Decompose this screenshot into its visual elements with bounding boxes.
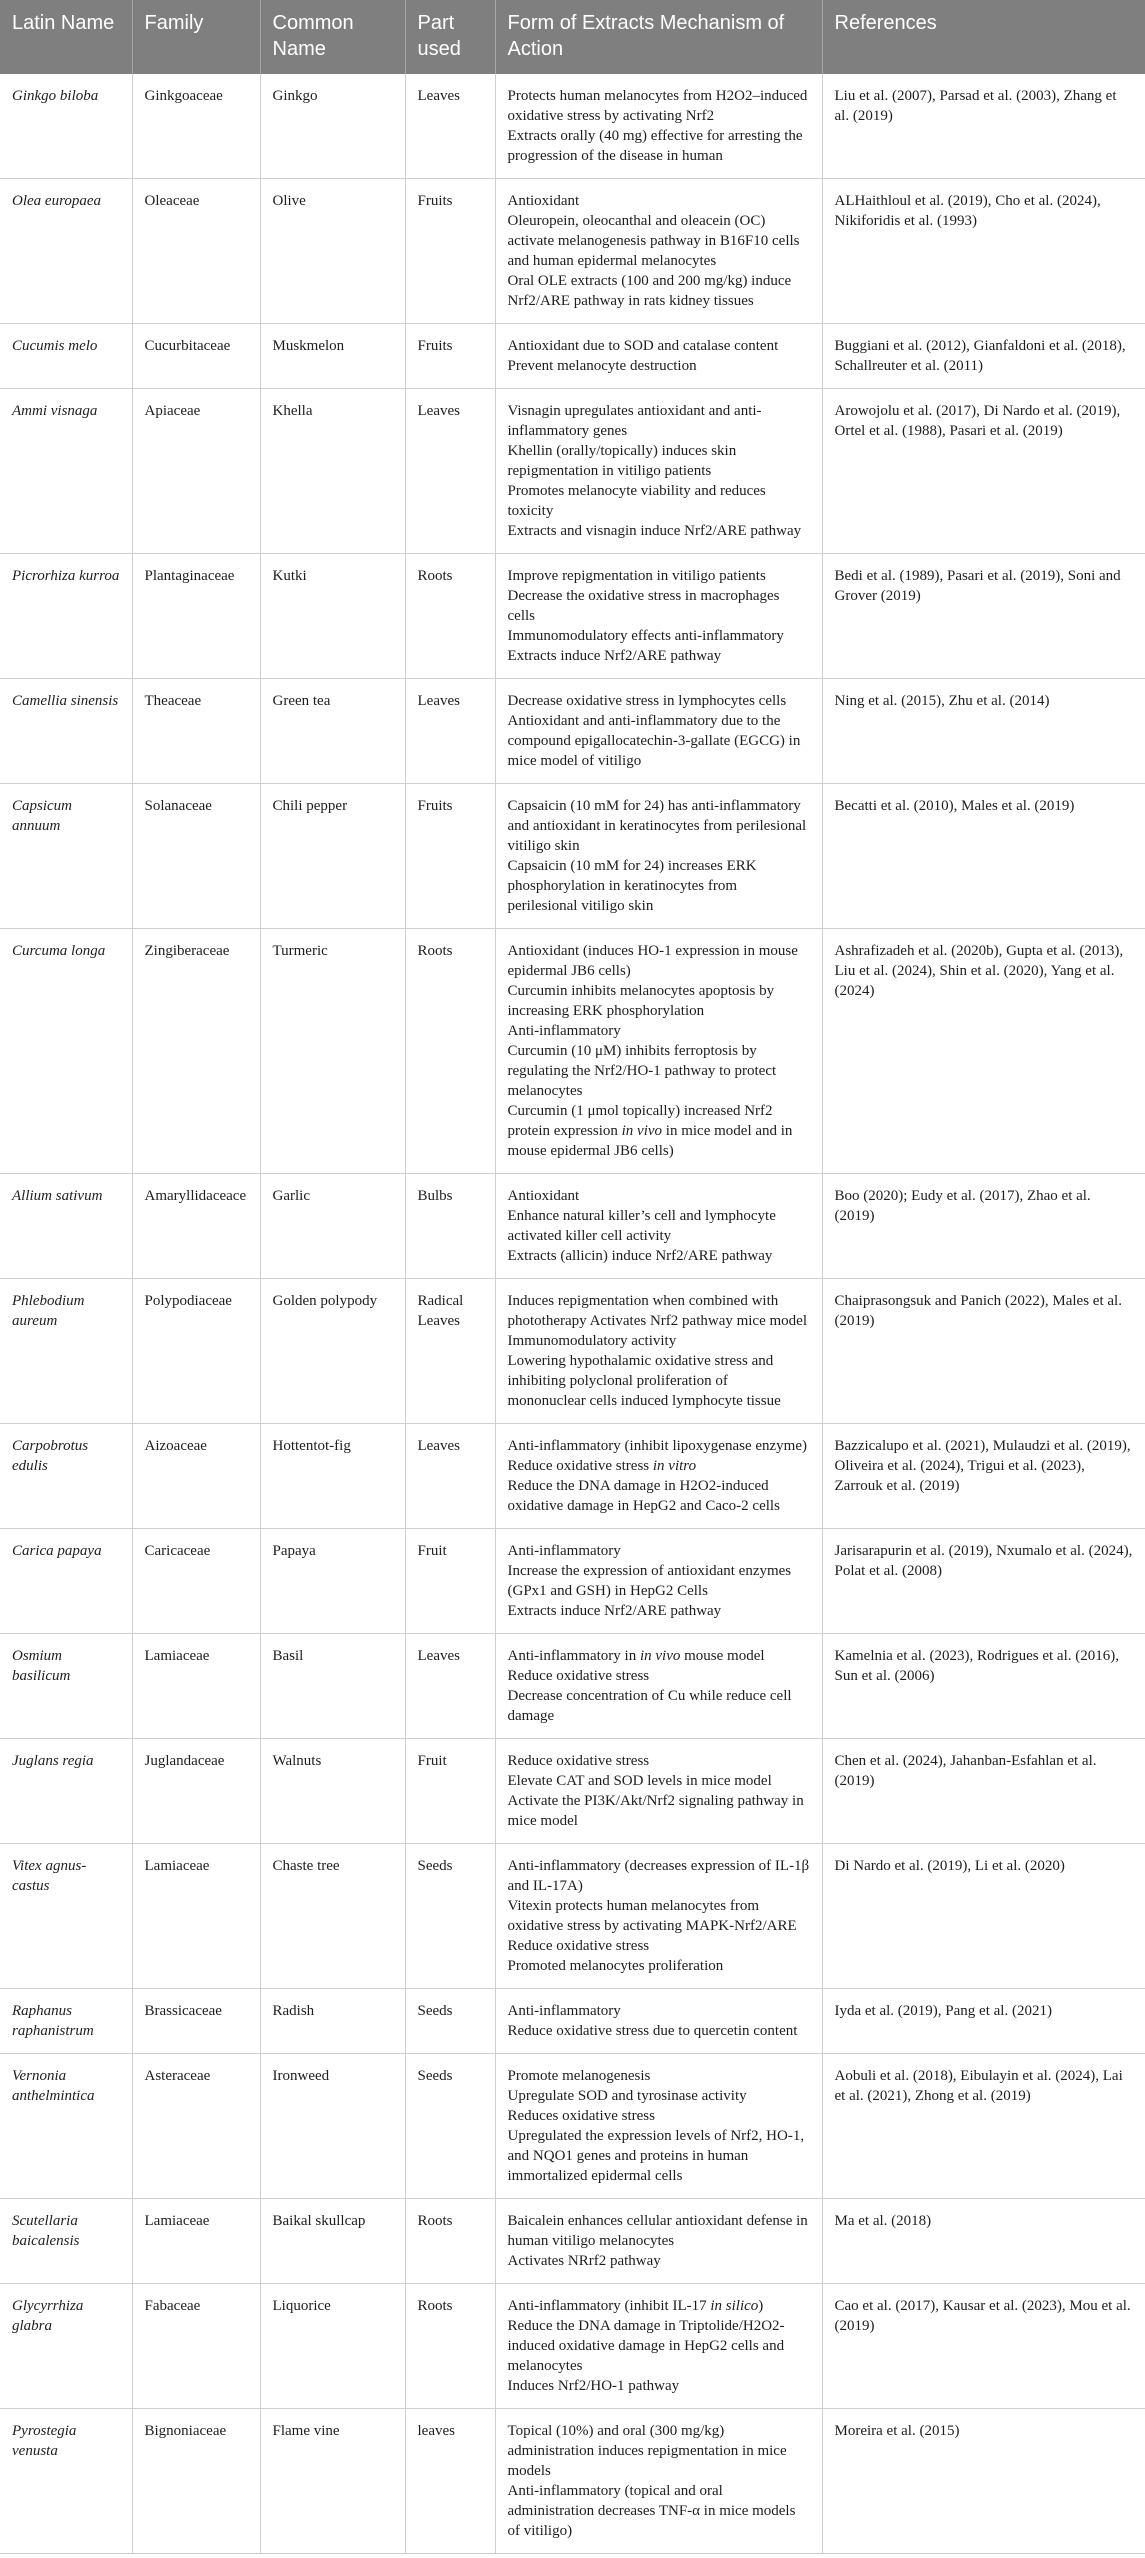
mechanism-line: Curcumin (10 μM) inhibits ferroptosis by regulating the Nrf2/HO-1 pathway to protect melanocytes — [507, 1043, 777, 1099]
common-name-cell: Flame vine — [260, 2409, 405, 2554]
mechanism-cell — [495, 2284, 822, 2409]
latin-name-cell: Vitex agnus-castus — [0, 1844, 132, 1989]
references-cell: Bazzicalupo et al. (2021), Mulaudzi et al. (2019), Oliveira et al. (2024), Trigui et al. (2023), Zarrouk et al. (2019) — [822, 1424, 1145, 1529]
family-cell: Amaryllidaceace — [132, 1174, 260, 1279]
mechanism-cell — [495, 2409, 822, 2554]
common-name-cell: Papaya — [260, 1529, 405, 1634]
family-cell: Polypodiaceae — [132, 1279, 260, 1424]
references-cell: Kamelnia et al. (2023), Rodrigues et al. (2016), Sun et al. (2006) — [822, 1634, 1145, 1739]
references-cell: Iyda et al. (2019), Pang et al. (2021) — [822, 1989, 1145, 2054]
references-cell: Boo (2020); Eudy et al. (2017), Zhao et al. (2019) — [822, 1174, 1145, 1279]
mechanism-line: Promotes melanocyte viability and reduces toxicity — [507, 483, 766, 519]
mechanism-line: Extracts induce Nrf2/ARE pathway — [507, 648, 722, 664]
mechanism-line: Capsaicin (10 mM for 24) increases ERK phosphorylation in keratinocytes from perilesional vitiligo skin — [507, 858, 757, 914]
mechanism-cell — [495, 929, 822, 1174]
mechanism-line: Khellin (orally/topically) induces skin repigmentation in vitiligo patients — [507, 443, 737, 479]
common-name-cell: Radish — [260, 1989, 405, 2054]
family-cell: Lamiaceae — [132, 1634, 260, 1739]
mechanism-line: Antioxidant (induces HO-1 expression in mouse epidermal JB6 cells) — [507, 943, 798, 979]
mechanism-cell — [495, 389, 822, 554]
common-name-cell: Golden polypody — [260, 1279, 405, 1424]
common-name-cell: Turmeric — [260, 929, 405, 1174]
common-name-cell: Walnuts — [260, 1739, 405, 1844]
family-cell: Theaceae — [132, 679, 260, 784]
common-name-cell: Kutki — [260, 554, 405, 679]
references-cell: Moreira et al. (2015) — [822, 2409, 1145, 2554]
references-cell: Ning et al. (2015), Zhu et al. (2014) — [822, 679, 1145, 784]
mechanism-line: Decrease the oxidative stress in macrophages cells — [507, 588, 780, 624]
references-cell: Aobuli et al. (2018), Eibulayin et al. (2024), Lai et al. (2021), Zhong et al. (2019) — [822, 2054, 1145, 2199]
common-name-cell: Ironweed — [260, 2054, 405, 2199]
table-row — [0, 2284, 1145, 2409]
mechanism-cell — [495, 1279, 822, 1424]
mechanism-line: Activate the PI3K/Akt/Nrf2 signaling pathway in mice model — [507, 1793, 804, 1829]
latin-name-cell: Juglans regia — [0, 1739, 132, 1844]
common-name-cell: Khella — [260, 389, 405, 554]
family-cell: Plantaginaceae — [132, 554, 260, 679]
family-cell: Ginkgoaceae — [132, 74, 260, 179]
latin-name-cell: Allium sativum — [0, 1174, 132, 1279]
latin-name-cell: Curcuma longa — [0, 929, 132, 1174]
mechanism-line: Enhance natural killer’s cell and lymphocyte activated killer cell activity — [507, 1208, 776, 1244]
mechanism-cell — [495, 2199, 822, 2284]
table-row — [0, 2409, 1145, 2554]
mechanism-line: Improve repigmentation in vitiligo patients — [507, 568, 766, 584]
latin-name-cell: Carica papaya — [0, 1529, 132, 1634]
table-row — [0, 679, 1145, 784]
part-used-cell: Seeds — [405, 1844, 495, 1989]
references-cell: Chaiprasongsuk and Panich (2022), Males et al. (2019) — [822, 1279, 1145, 1424]
mechanism-line: Anti-inflammatory (decreases expression of IL-1β and IL-17A) — [507, 1858, 810, 1894]
mechanism-line: Induces Nrf2/HO-1 pathway — [507, 2378, 680, 2394]
common-name-cell: Chaste tree — [260, 1844, 405, 1989]
part-used-cell: Fruit — [405, 1739, 495, 1844]
latin-name-cell: Osmium basilicum — [0, 1634, 132, 1739]
mechanism-line: Reduce oxidative stress due to quercetin content — [507, 2023, 798, 2039]
mechanism-line: Anti-inflammatory (inhibit IL-17 in silico) — [507, 2298, 764, 2314]
mechanism-line: Reduce oxidative stress — [507, 1668, 650, 1684]
table-header — [0, 0, 1145, 74]
mechanism-line: Reduce the DNA damage in Triptolide/H2O2-induced oxidative damage in HepG2 cells and melanocytes — [507, 2318, 785, 2374]
header-mechanism: Form of Extracts Mechanism of Action — [495, 0, 822, 74]
latin-name-cell: Scutellaria baicalensis — [0, 2199, 132, 2284]
part-used-cell: Roots — [405, 929, 495, 1174]
mechanism-cell — [495, 179, 822, 324]
mechanism-line: Anti-inflammatory — [507, 2003, 621, 2019]
part-used-cell: Bulbs — [405, 1174, 495, 1279]
part-used-cell: Roots — [405, 2199, 495, 2284]
mechanism-line: Capsaicin (10 mM for 24) has anti-inflammatory and antioxidant in keratinocytes from perilesional vitiligo skin — [507, 798, 807, 854]
mechanism-line: Baicalein enhances cellular antioxidant defense in human vitiligo melanocytes — [507, 2213, 808, 2249]
family-cell: Apiaceae — [132, 389, 260, 554]
mechanism-line: Decrease oxidative stress in lymphocytes cells — [507, 693, 787, 709]
common-name-cell: Chili pepper — [260, 784, 405, 929]
latin-name-cell: Pyrostegia venusta — [0, 2409, 132, 2554]
mechanism-line: Curcumin (1 μmol topically) increased Nrf2 protein expression in vivo in mice model and in mouse epidermal JB6 cells) — [507, 1103, 793, 1159]
table-row — [0, 554, 1145, 679]
table-row — [0, 1634, 1145, 1739]
mechanism-line: Reduce oxidative stress — [507, 1938, 650, 1954]
mechanism-line: Oleuropein, oleocanthal and oleacein (OC) activate melanogenesis pathway in B16F10 cells and human epidermal melanocytes — [507, 213, 800, 269]
table-row — [0, 1279, 1145, 1424]
table-row — [0, 179, 1145, 324]
family-cell: Fabaceae — [132, 2284, 260, 2409]
family-cell: Bignoniaceae — [132, 2409, 260, 2554]
header-part-used: Part used — [405, 0, 495, 74]
mechanism-line: Extracts (allicin) induce Nrf2/ARE pathway — [507, 1248, 773, 1264]
mechanism-line: Curcumin inhibits melanocytes apoptosis by increasing ERK phosphorylation — [507, 983, 775, 1019]
references-cell: ALHaithloul et al. (2019), Cho et al. (2024), Nikiforidis et al. (1993) — [822, 179, 1145, 324]
latin-name-cell: Ginkgo biloba — [0, 74, 132, 179]
references-cell: Buggiani et al. (2012), Gianfaldoni et al. (2018), Schallreuter et al. (2011) — [822, 324, 1145, 389]
latin-name-cell: Camellia sinensis — [0, 679, 132, 784]
table-row — [0, 1739, 1145, 1844]
mechanism-line: Upregulate SOD and tyrosinase activity — [507, 2088, 747, 2104]
references-cell: Arowojolu et al. (2017), Di Nardo et al. (2019), Ortel et al. (1988), Pasari et al. (2019) — [822, 389, 1145, 554]
header-references: References — [822, 0, 1145, 74]
mechanism-line: Immunomodulatory effects anti-inflammatory — [507, 628, 784, 644]
header-family: Family — [132, 0, 260, 74]
latin-name-cell: Olea europaea — [0, 179, 132, 324]
mechanism-cell — [495, 679, 822, 784]
mechanism-line: Reduce oxidative stress — [507, 1753, 650, 1769]
table-row — [0, 2054, 1145, 2199]
part-used-cell: leaves — [405, 2409, 495, 2554]
family-cell: Solanaceae — [132, 784, 260, 929]
family-cell: Juglandaceae — [132, 1739, 260, 1844]
part-used-cell: Leaves — [405, 1634, 495, 1739]
references-cell: Ma et al. (2018) — [822, 2199, 1145, 2284]
mechanism-line: Elevate CAT and SOD levels in mice model — [507, 1773, 772, 1789]
mechanism-line: Anti-inflammatory — [507, 1023, 621, 1039]
part-used-cell: Seeds — [405, 1989, 495, 2054]
mechanism-line: Antioxidant and anti-inflammatory due to the compound epigallocatechin-3-gallate (EGCG) in mice model of vitiligo — [507, 713, 801, 769]
table-row — [0, 74, 1145, 179]
mechanism-cell — [495, 1989, 822, 2054]
mechanism-line: Extracts induce Nrf2/ARE pathway — [507, 1603, 722, 1619]
mechanism-line: Prevent melanocyte destruction — [507, 358, 697, 374]
references-cell: Bedi et al. (1989), Pasari et al. (2019), Soni and Grover (2019) — [822, 554, 1145, 679]
family-cell: Cucurbitaceae — [132, 324, 260, 389]
latin-name-cell: Ammi visnaga — [0, 389, 132, 554]
mechanism-line: Visnagin upregulates antioxidant and anti-inflammatory genes — [507, 403, 762, 439]
family-cell: Lamiaceae — [132, 1844, 260, 1989]
latin-name-cell: Phlebodium aureum — [0, 1279, 132, 1424]
mechanism-line: Reduces oxidative stress — [507, 2108, 655, 2124]
mechanism-line: Activates NRrf2 pathway — [507, 2253, 661, 2269]
part-used-cell: Radical Leaves — [405, 1279, 495, 1424]
common-name-cell: Green tea — [260, 679, 405, 784]
part-used-cell: Leaves — [405, 389, 495, 554]
references-cell: Chen et al. (2024), Jahanban-Esfahlan et al. (2019) — [822, 1739, 1145, 1844]
header-common-name: Common Name — [260, 0, 405, 74]
references-cell: Ashrafizadeh et al. (2020b), Gupta et al. (2013), Liu et al. (2024), Shin et al. (2020), Yang et al. (2024) — [822, 929, 1145, 1174]
mechanism-line: Antioxidant — [507, 1188, 580, 1204]
mechanism-cell — [495, 1529, 822, 1634]
table-body — [0, 74, 1145, 2554]
latin-name-cell: Carpobrotus edulis — [0, 1424, 132, 1529]
mechanism-line: Antioxidant due to SOD and catalase content — [507, 338, 779, 354]
part-used-cell: Fruits — [405, 324, 495, 389]
common-name-cell: Ginkgo — [260, 74, 405, 179]
part-used-cell: Leaves — [405, 679, 495, 784]
table-row — [0, 2199, 1145, 2284]
family-cell: Lamiaceae — [132, 2199, 260, 2284]
latin-name-cell: Capsicum annuum — [0, 784, 132, 929]
part-used-cell: Fruits — [405, 179, 495, 324]
table-row — [0, 929, 1145, 1174]
mechanism-line: Topical (10%) and oral (300 mg/kg) administration induces repigmentation in mice models — [507, 2423, 787, 2479]
mechanism-line: Anti-inflammatory (inhibit lipoxygenase enzyme) — [507, 1438, 808, 1454]
mechanism-line: Induces repigmentation when combined with phototherapy Activates Nrf2 pathway mice model — [507, 1293, 807, 1329]
references-cell: Liu et al. (2007), Parsad et al. (2003), Zhang et al. (2019) — [822, 74, 1145, 179]
table-row — [0, 784, 1145, 929]
common-name-cell: Muskmelon — [260, 324, 405, 389]
family-cell: Caricaceae — [132, 1529, 260, 1634]
family-cell: Asteraceae — [132, 2054, 260, 2199]
latin-name-cell: Raphanus raphanistrum — [0, 1989, 132, 2054]
latin-name-cell: Vernonia anthelmintica — [0, 2054, 132, 2199]
header-row — [0, 0, 1145, 74]
common-name-cell: Olive — [260, 179, 405, 324]
mechanism-cell — [495, 2054, 822, 2199]
latin-name-cell: Glycyrrhiza glabra — [0, 2284, 132, 2409]
family-cell: Oleaceae — [132, 179, 260, 324]
header-latin-name: Latin Name — [0, 0, 132, 74]
mechanism-cell — [495, 1739, 822, 1844]
mechanism-line: Immunomodulatory activity — [507, 1333, 677, 1349]
references-cell: Cao et al. (2017), Kausar et al. (2023), Mou et al. (2019) — [822, 2284, 1145, 2409]
mechanism-cell — [495, 1634, 822, 1739]
mechanism-line: Reduce the DNA damage in H2O2-induced oxidative damage in HepG2 and Caco-2 cells — [507, 1478, 780, 1514]
mechanism-line: Upregulated the expression levels of Nrf2, HO-1, and NQO1 genes and proteins in human immortalized epidermal cells — [507, 2128, 805, 2184]
table-row — [0, 1424, 1145, 1529]
mechanism-cell — [495, 324, 822, 389]
mechanism-line: Vitexin protects human melanocytes from oxidative stress by activating MAPK-Nrf2/ARE — [507, 1898, 797, 1934]
mechanism-line: Anti-inflammatory — [507, 1543, 621, 1559]
common-name-cell: Garlic — [260, 1174, 405, 1279]
mechanism-cell — [495, 1174, 822, 1279]
part-used-cell: Roots — [405, 2284, 495, 2409]
latin-name-cell: Cucumis melo — [0, 324, 132, 389]
part-used-cell: Fruits — [405, 784, 495, 929]
table-row — [0, 324, 1145, 389]
table-row — [0, 1174, 1145, 1279]
part-used-cell: Leaves — [405, 74, 495, 179]
table-row — [0, 1844, 1145, 1989]
common-name-cell: Hottentot-fig — [260, 1424, 405, 1529]
table-row — [0, 1989, 1145, 2054]
mechanism-cell — [495, 74, 822, 179]
references-cell: Jarisarapurin et al. (2019), Nxumalo et al. (2024), Polat et al. (2008) — [822, 1529, 1145, 1634]
mechanism-line: Anti-inflammatory (topical and oral administration decreases TNF-α in mice models of vitiligo) — [507, 2483, 796, 2539]
common-name-cell: Baikal skullcap — [260, 2199, 405, 2284]
family-cell: Brassicaceae — [132, 1989, 260, 2054]
mechanism-cell — [495, 1844, 822, 1989]
part-used-cell: Leaves — [405, 1424, 495, 1529]
latin-name-cell: Picrorhiza kurroa — [0, 554, 132, 679]
common-name-cell: Liquorice — [260, 2284, 405, 2409]
mechanism-cell — [495, 554, 822, 679]
mechanism-line: Protects human melanocytes from H2O2–induced oxidative stress by activating Nrf2 — [507, 88, 808, 124]
part-used-cell: Roots — [405, 554, 495, 679]
mechanism-line: Decrease concentration of Cu while reduce cell damage — [507, 1688, 792, 1724]
mechanism-line: Oral OLE extracts (100 and 200 mg/kg) induce Nrf2/ARE pathway in rats kidney tissues — [507, 273, 792, 309]
mechanism-line: Anti-inflammatory in in vivo mouse model — [507, 1648, 765, 1664]
mechanism-cell — [495, 1424, 822, 1529]
table-row — [0, 389, 1145, 554]
references-cell: Di Nardo et al. (2019), Li et al. (2020) — [822, 1844, 1145, 1989]
mechanism-line: Extracts and visnagin induce Nrf2/ARE pathway — [507, 523, 802, 539]
mechanism-line: Promoted melanocytes proliferation — [507, 1958, 724, 1974]
family-cell: Zingiberaceae — [132, 929, 260, 1174]
mechanism-line: Promote melanogenesis — [507, 2068, 651, 2084]
mechanism-line: Lowering hypothalamic oxidative stress and inhibiting polyclonal proliferation of mononuclear cells induced lymphocyte tissue — [507, 1353, 781, 1409]
mechanism-line: Antioxidant — [507, 193, 580, 209]
common-name-cell: Basil — [260, 1634, 405, 1739]
mechanism-line: Extracts orally (40 mg) effective for arresting the progression of the disease in human — [507, 128, 803, 164]
references-cell: Becatti et al. (2010), Males et al. (2019) — [822, 784, 1145, 929]
part-used-cell: Seeds — [405, 2054, 495, 2199]
mechanism-line: Increase the expression of antioxidant enzymes (GPx1 and GSH) in HepG2 Cells — [507, 1563, 792, 1599]
mechanism-line: Reduce oxidative stress in vitro — [507, 1458, 697, 1474]
mechanism-cell — [495, 784, 822, 929]
part-used-cell: Fruit — [405, 1529, 495, 1634]
family-cell: Aizoaceae — [132, 1424, 260, 1529]
table-row — [0, 1529, 1145, 1634]
